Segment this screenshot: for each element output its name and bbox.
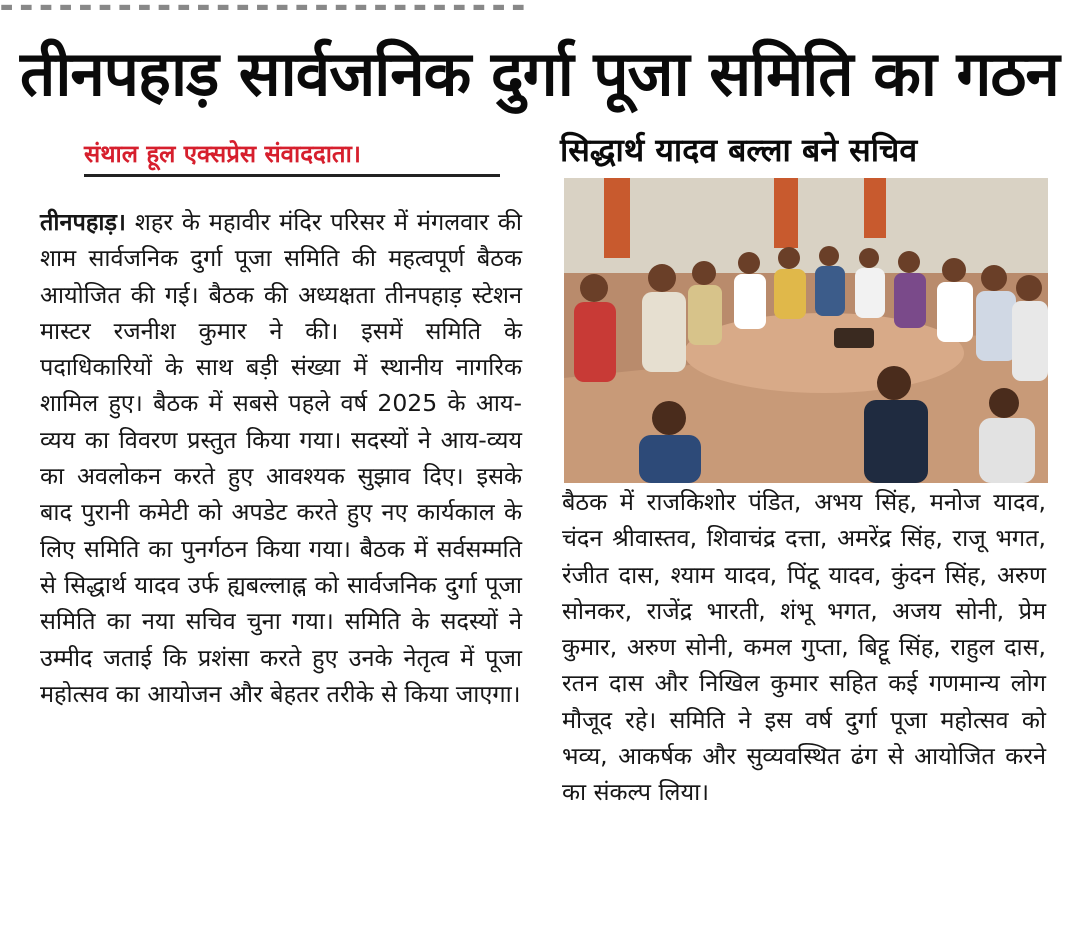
subheadline: सिद्धार्थ यादव बल्ला बने सचिव (560, 131, 918, 169)
article-body-left-text: शहर के महावीर मंदिर परिसर में मंगलवार की शाम सार्वजनिक दुर्गा पूजा समिति की महत्वपूर्ण बैठक आयोजित की गई। बैठक की अध्यक्षता तीनपहाड़ स्टेशन मास्टर रजनीश कुमार ने की। इसमें समिति के पदाधिकारियों के साथ बड़ी संख्या में स्थानीय नागरिक शामिल हुए। बैठक में सबसे पहले वर्ष 2025 के आय-व्यय का विवरण प्रस्तुत किया गया। सदस्यों ने आय-व्यय का अवलोकन करते हुए आवश्यक सुझाव दिए। इसके बाद पुरानी कमेटी को अपडेट करते हुए नए कार्यकाल के लिए समिति का पुनर्गठन किया गया। बैठक में सर्वसम्मति से सिद्धार्थ यादव उर्फ ह्यबल्लाह्न को सार्वजनिक दुर्गा पूजा समिति का नया सचिव चुना गया। समिति के सदस्यों ने उम्मीद जताई कि प्रशंसा करते हुए उनके नेतृत्व में पूजा महोत्सव का आयोजन और बेहतर तरीके से किया जाएगा। (40, 208, 522, 708)
article-body-left-column (40, 204, 522, 712)
meeting-photo-illustration (564, 178, 1048, 483)
article-body-right-column: बैठक में राजकिशोर पंडित, अभय सिंह, मनोज यादव, चंदन श्रीवास्तव, शिवाचंद्र दत्ता, अमरेंद्र सिंह, राजू भगत, रंजीत दास, श्याम यादव, पिंटू यादव, कुंदन सिंह, अरुण सोनकर, राजेंद्र भारती, शंभू भगत, अजय सोनी, प्रेम कुमार, अरुण सोनी, कमल गुप्ता, बिट्टू सिंह, राहुल दास, रतन दास और निखिल कुमार सहित कई गणमान्य लोग मौजूद रहे। समिति ने इस वर्ष दुर्गा पूजा महोत्सव को भव्य, आकर्षक और सुव्यवस्थित ढंग से आयोजित करने का संकल्प लिया। (562, 488, 1046, 807)
meeting-photo (564, 178, 1048, 483)
byline: संथाल हूल एक्सप्रेस संवाददाता। (84, 140, 361, 168)
previous-article-fragment: ▬ ▬ ▬ ▬ ▬ ▬ ▬ ▬ ▬ ▬ ▬ ▬ ▬ ▬ ▬ ▬ ▬ ▬ ▬ ▬ ▬ ▬ ▬ ▬ ▬ ▬ ▬ (0, 0, 526, 15)
byline-divider (84, 174, 500, 177)
dateline: तीनपहाड़। (40, 208, 126, 236)
page-title: तीनपहाड़ सार्वजनिक दुर्गा पूजा समिति का गठन (20, 37, 1059, 110)
